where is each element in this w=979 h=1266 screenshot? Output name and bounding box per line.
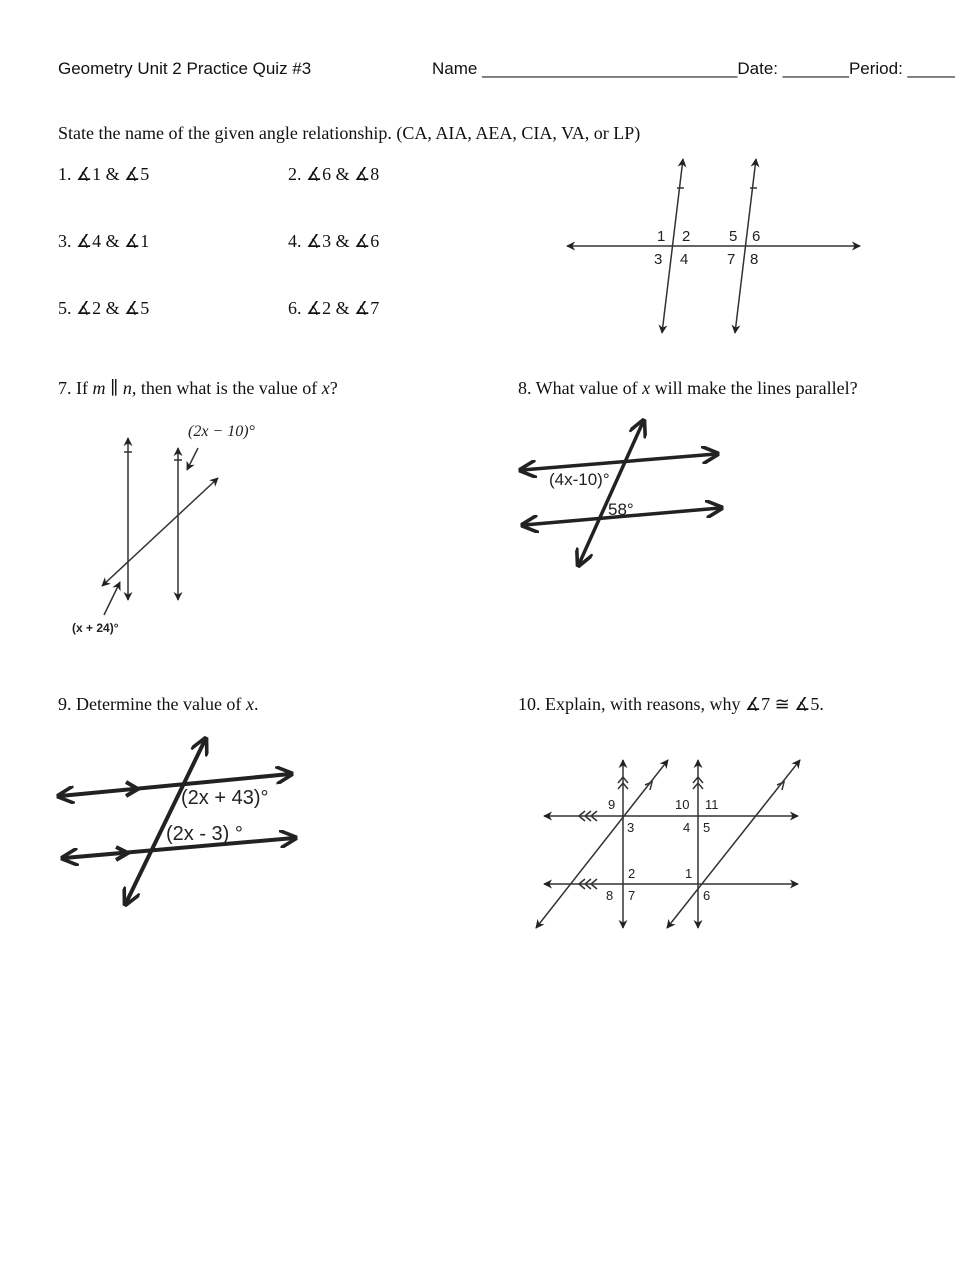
name-label: Name xyxy=(432,59,478,78)
question-3: 3. ∡4 & ∡1 xyxy=(58,231,150,251)
fig10-label-4: 4 xyxy=(683,820,691,835)
fig1-label-2: 2 xyxy=(682,228,691,245)
fig1-label-1: 1 xyxy=(657,228,666,245)
q7-top-angle-label: (2x − 10)° xyxy=(188,423,255,440)
q9-angle-label-b: (2x - 3) ° xyxy=(166,823,243,845)
fig1-label-7: 7 xyxy=(727,251,736,268)
question-8: 8. What value of x will make the lines parallel? xyxy=(518,378,858,398)
fig1-label-3: 3 xyxy=(654,251,663,268)
fig10-label-7: 7 xyxy=(628,888,636,903)
figure-q9 xyxy=(60,740,294,903)
question-10: 10. Explain, with reasons, why ∡7 ≅ ∡5. xyxy=(518,694,824,714)
question-5: 5. ∡2 & ∡5 xyxy=(58,298,150,318)
figure-q10 xyxy=(536,760,800,928)
fig10-label-8: 8 xyxy=(606,888,614,903)
figure-angle-pairs xyxy=(567,159,860,333)
fig10-label-10: 10 xyxy=(675,797,690,812)
fig1-label-5: 5 xyxy=(729,228,738,245)
q8-angle-label-b: 58° xyxy=(608,500,634,519)
question-6: 6. ∡2 & ∡7 xyxy=(288,298,380,318)
instructions: State the name of the given angle relationship. (CA, AIA, AEA, CIA, VA, or LP) xyxy=(58,123,641,143)
fig10-label-1: 1 xyxy=(685,866,693,881)
q8-angle-label-a: (4x-10)° xyxy=(549,470,610,489)
question-4: 4. ∡3 & ∡6 xyxy=(288,231,380,251)
q9-angle-label-a: (2x + 43)° xyxy=(181,787,269,809)
fig1-label-4: 4 xyxy=(680,251,689,268)
fig10-label-9: 9 xyxy=(608,797,616,812)
fig10-label-6: 6 xyxy=(703,888,711,903)
quiz-title: Geometry Unit 2 Practice Quiz #3 xyxy=(58,59,312,78)
date-blank[interactable]: _______ xyxy=(782,59,849,78)
fig10-label-5: 5 xyxy=(703,820,711,835)
date-label: Date: xyxy=(737,59,779,78)
fig1-label-8: 8 xyxy=(750,251,759,268)
fig10-label-11: 11 xyxy=(705,797,719,812)
fig10-label-3: 3 xyxy=(627,820,635,835)
question-9: 9. Determine the value of x. xyxy=(58,694,259,714)
question-7: 7. If m ∥ n, then what is the value of x? xyxy=(58,378,338,398)
figure-q7 xyxy=(102,438,218,615)
question-2: 2. ∡6 & ∡8 xyxy=(288,164,380,184)
question-1: 1. ∡1 & ∡5 xyxy=(58,164,150,184)
period-label: Period: xyxy=(848,59,903,78)
period-blank[interactable]: _____ xyxy=(907,59,955,78)
fig1-label-6: 6 xyxy=(752,228,761,245)
fig10-label-2: 2 xyxy=(628,866,636,881)
name-blank[interactable]: ___________________________ xyxy=(482,59,738,78)
figure-q8 xyxy=(522,422,720,564)
q7-bottom-angle-label: (x + 24)° xyxy=(72,621,119,635)
